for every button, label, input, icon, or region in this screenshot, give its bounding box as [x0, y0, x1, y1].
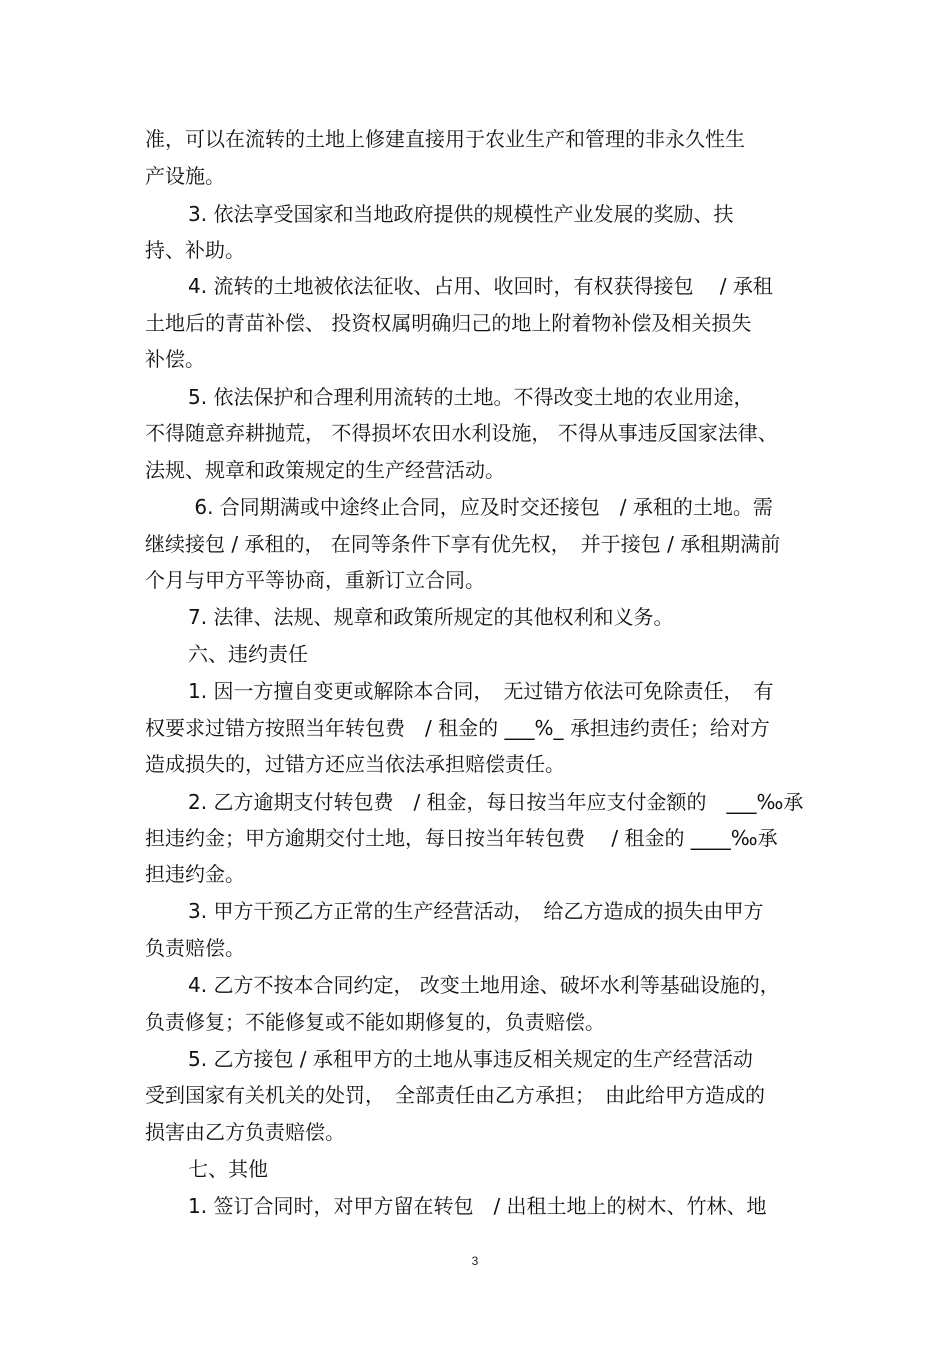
text-line: 3. 甲方干预乙方正常的生产经营活动， 给乙方造成的损失由甲方: [188, 899, 764, 923]
text-line: 法规、规章和政策规定的生产经营活动。: [145, 458, 505, 482]
page-number: 3: [471, 1254, 479, 1268]
text-line: 4. 流转的土地被依法征收、占用、收回时，有权获得接包 / 承租: [188, 274, 773, 298]
section-heading: 六、违约责任: [188, 642, 308, 666]
text-line: 1. 签订合同时，对甲方留在转包 / 出租土地上的树木、竹林、地: [188, 1194, 767, 1218]
text-line: 负责赔偿。: [145, 936, 245, 960]
text-line: 7. 法律、法规、规章和政策所规定的其他权利和义务。: [188, 605, 674, 629]
section-heading: 七、其他: [188, 1157, 268, 1181]
text-line: 准，可以在流转的土地上修建直接用于农业生产和管理的非永久性生: [145, 127, 745, 151]
text-line: 担违约金。: [145, 862, 245, 886]
text-line: 继续接包 / 承租的， 在同等条件下享有优先权， 并于接包 / 承租期满前: [145, 532, 781, 556]
text-line: 6. 合同期满或中途终止合同，应及时交还接包 / 承租的土地。需: [188, 495, 773, 519]
text-line: 4. 乙方不按本合同约定， 改变土地用途、破坏水利等基础设施的，: [188, 973, 780, 997]
text-line: 负责修复；不能修复或不能如期修复的，负责赔偿。: [145, 1010, 605, 1034]
text-line: 产设施。: [145, 164, 225, 188]
text-line: 损害由乙方负责赔偿。: [145, 1120, 345, 1144]
text-line: 担违约金；甲方逾期交付土地，每日按当年转包费 / 租金的 ____‰承: [145, 826, 778, 850]
text-line: 3. 依法享受国家和当地政府提供的规模性产业发展的奖励、扶: [188, 202, 734, 226]
text-line: 受到国家有关机关的处罚， 全部责任由乙方承担； 由此给甲方造成的: [145, 1083, 765, 1107]
text-line: 5. 依法保护和合理利用流转的土地。不得改变土地的农业用途，: [188, 385, 754, 409]
text-line: 持、补助。: [145, 238, 245, 262]
text-line: 土地后的青苗补偿、 投资权属明确归己的地上附着物补偿及相关损失: [145, 311, 752, 335]
text-line: 2. 乙方逾期支付转包费 / 租金，每日按当年应支付金额的 ___‰承: [188, 790, 804, 814]
text-line: 造成损失的，过错方还应当依法承担赔偿责任。: [145, 752, 565, 776]
text-line: 1. 因一方擅自变更或解除本合同， 无过错方依法可免除责任， 有: [188, 679, 774, 703]
text-line: 个月与甲方平等协商，重新订立合同。: [145, 568, 485, 592]
text-line: 不得随意弃耕抛荒， 不得损坏农田水利设施， 不得从事违反国家法律、: [145, 421, 778, 445]
text-line: 权要求过错方按照当年转包费 / 租金的 ___%_ 承担违约责任；给对方: [145, 716, 770, 740]
text-line: 补偿。: [145, 347, 205, 371]
text-line: 5. 乙方接包 / 承租甲方的土地从事违反相关规定的生产经营活动: [188, 1047, 753, 1071]
